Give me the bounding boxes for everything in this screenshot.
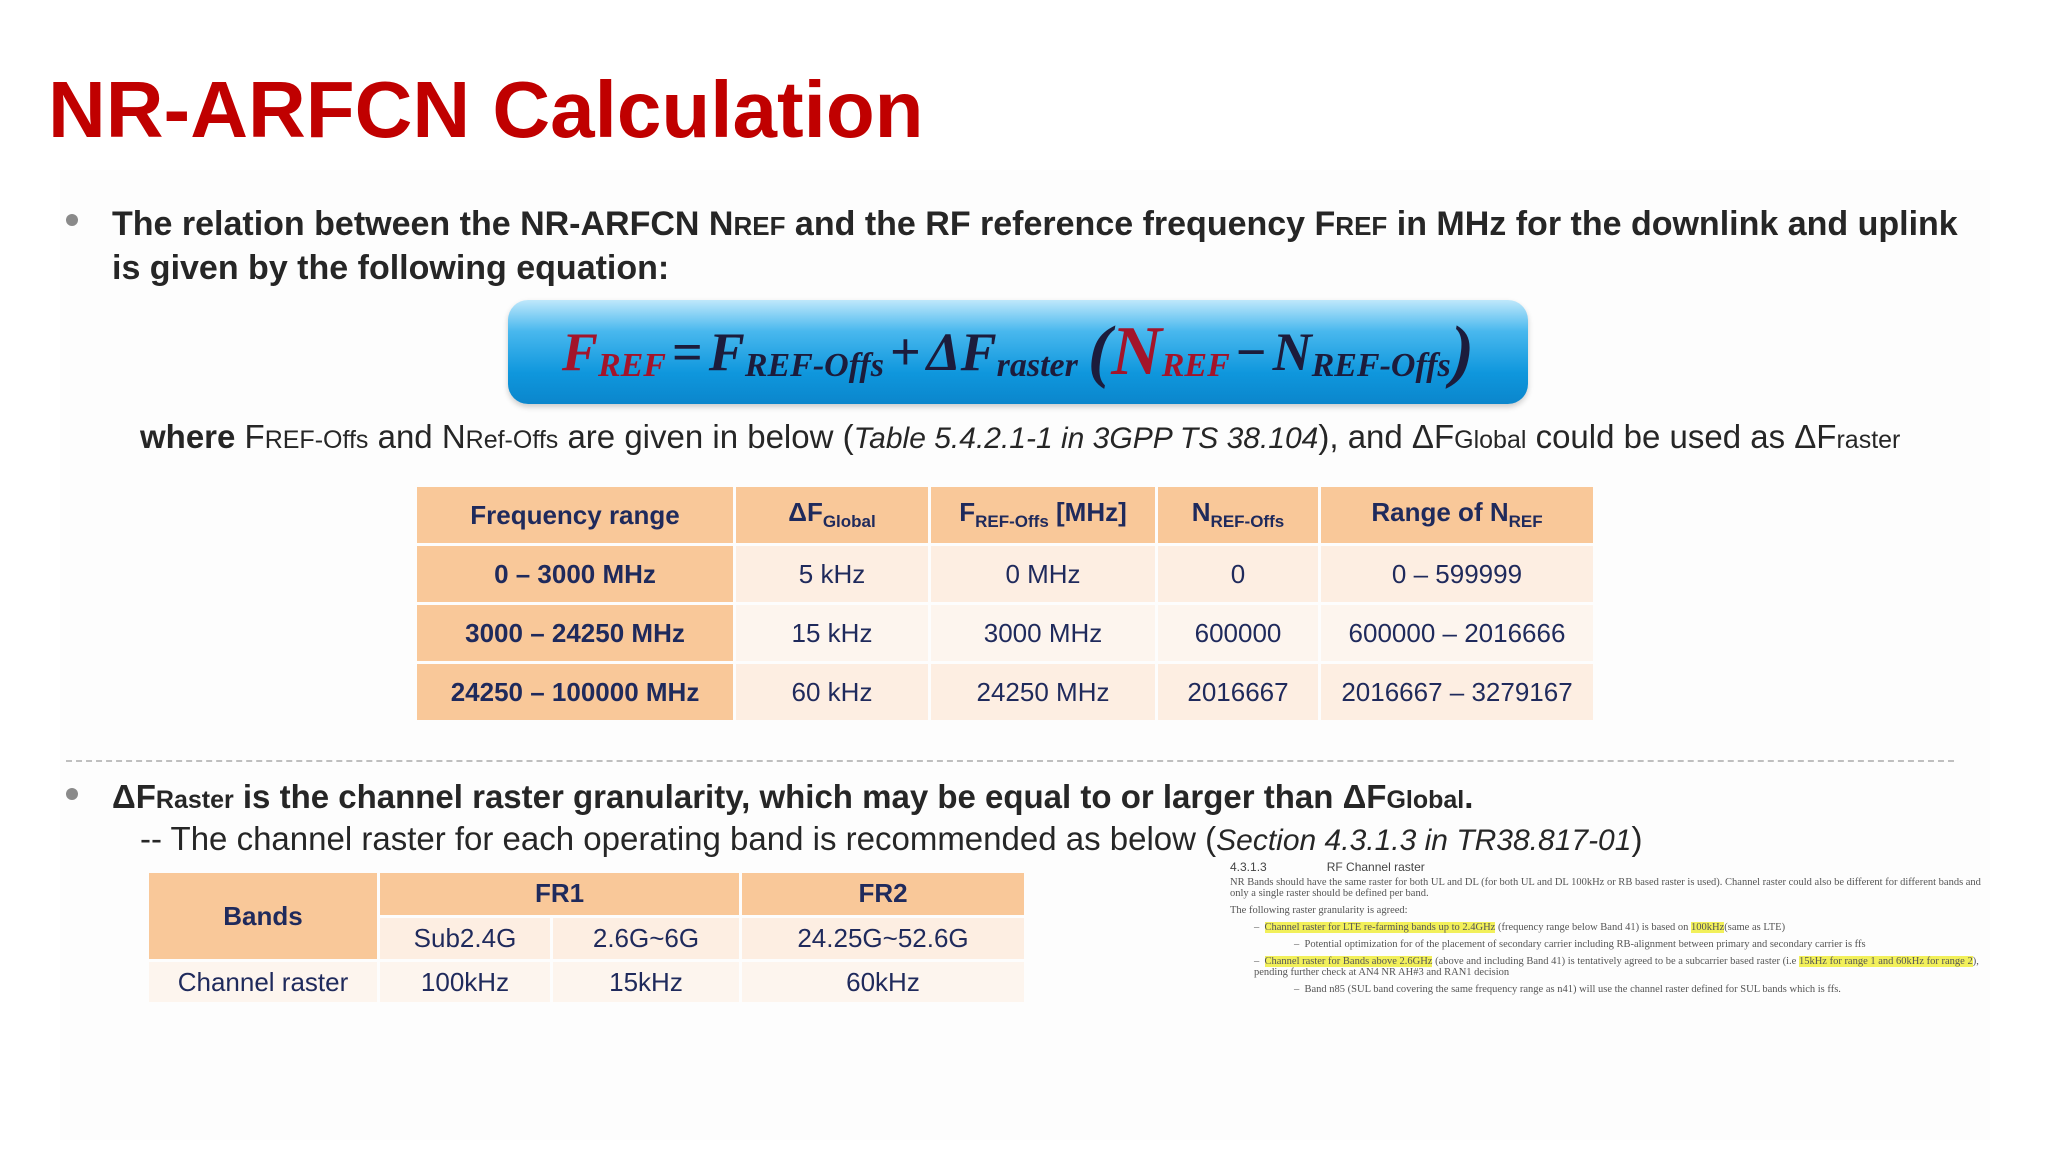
table-row bbox=[149, 962, 1024, 1002]
raster-granularity-text: ΔFRaster is the channel raster granularity, which may be equal to or larger than ΔFGlobal. bbox=[112, 778, 1474, 815]
formula-banner bbox=[508, 300, 1528, 404]
arfcn-parameter-table bbox=[414, 484, 1596, 723]
raster-recommendation-text: -- The channel raster for each operating band is recommended as below (Section 4.3.1.3 in TR38.817-01) bbox=[140, 820, 1643, 857]
cell-foffs: 0 MHz bbox=[931, 546, 1155, 602]
bullet-dot bbox=[66, 214, 78, 226]
spec-sub-item: – Band n85 (SUL band covering the same frequency range as n41) will use the channel raster defined for SUL bands which is ffs. bbox=[1294, 984, 1841, 995]
cell-global: 15 kHz bbox=[736, 605, 928, 661]
spec-paragraph: NR Bands should have the same raster for both UL and DL (for both UL and DL 100kHz or RB based raster is used). Channel raster could also be different for different bands and only a single raster should be defined per band. bbox=[1230, 877, 1981, 899]
bullet-dot bbox=[66, 788, 78, 800]
spec-list-item: – Channel raster for Bands above 2.6GHz (above and including Band 41) is tentatively agreed to be a subcarrier based raster (i.e 15kHz for range 1 and 60kHz for range 2), pending further check at AN4 NR AH#3 and RAN1 decision bbox=[1254, 956, 1979, 978]
header-bands: Bands bbox=[149, 873, 377, 959]
cell-raster-sub24: 100kHz bbox=[380, 962, 550, 1002]
subheader-26-6g: 2.6G~6G bbox=[553, 918, 739, 960]
section-divider bbox=[66, 760, 1954, 762]
row-label-channel-raster: Channel raster bbox=[149, 962, 377, 1002]
where-text: where FREF-Offs and NRef-Offs are given in below (Table 5.4.2.1-1 in 3GPP TS 38.104), and ΔFGlobal could be used as ΔFraster bbox=[140, 418, 1901, 455]
table-row bbox=[417, 546, 1593, 602]
cell-range: 0 – 3000 MHz bbox=[417, 546, 733, 602]
cell-noffs: 2016667 bbox=[1158, 664, 1318, 720]
spec-paragraph: The following raster granularity is agreed: bbox=[1230, 905, 1408, 916]
cell-range: 24250 – 100000 MHz bbox=[417, 664, 733, 720]
spec-sub-item: – Potential optimization for of the placement of secondary carrier including RB-alignment between primary and secondary carrier is ffs bbox=[1294, 939, 1866, 950]
cell-foffs: 3000 MHz bbox=[931, 605, 1155, 661]
cell-noffs: 0 bbox=[1158, 546, 1318, 602]
cell-nrange: 0 – 599999 bbox=[1321, 546, 1593, 602]
subheader-sub24: Sub2.4G bbox=[380, 918, 550, 960]
cell-raster-26-6g: 15kHz bbox=[553, 962, 739, 1002]
spec-list-item: – Channel raster for LTE re-farming bands up to 2.4GHz (frequency range below Band 41) is based on 100kHz(same as LTE) bbox=[1254, 922, 1786, 933]
cell-nrange: 2016667 – 3279167 bbox=[1321, 664, 1593, 720]
spec-heading: 4.3.1.3 RF Channel raster bbox=[1230, 860, 1425, 874]
table-row bbox=[417, 664, 1593, 720]
cell-noffs: 600000 bbox=[1158, 605, 1318, 661]
cell-foffs: 24250 MHz bbox=[931, 664, 1155, 720]
equation-intro-text: The relation between the NR-ARFCN NREF and the RF reference frequency FREF in MHz for the downlink and uplink is given by the following equation: bbox=[112, 205, 1958, 287]
header-range-n-ref: Range of $N_{REF}$ bbox=[1321, 487, 1593, 543]
header-delta-f-global: $\Delta F_{Global}$ bbox=[736, 487, 928, 543]
table-row bbox=[417, 605, 1593, 661]
cell-range: 3000 – 24250 MHz bbox=[417, 605, 733, 661]
page-title: NR-ARFCN Calculation bbox=[48, 65, 924, 154]
spec-excerpt bbox=[1230, 862, 1990, 1001]
header-fr2: FR2 bbox=[742, 873, 1024, 915]
subheader-fr2-range: 24.25G~52.6G bbox=[742, 918, 1024, 960]
header-n-ref-offs: $N_{REF-Offs}$ bbox=[1158, 487, 1318, 543]
nr-arfcn-formula: F REF = F REF-Offs + ΔF raster ( N REF − N REF-Offs ) bbox=[561, 313, 1475, 390]
header-f-ref-offs: $F_{REF-Offs}$ [MHz] bbox=[931, 487, 1155, 543]
cell-global: 60 kHz bbox=[736, 664, 928, 720]
cell-raster-fr2: 60kHz bbox=[742, 962, 1024, 1002]
cell-global: 5 kHz bbox=[736, 546, 928, 602]
channel-raster-table bbox=[146, 870, 1027, 1005]
header-fr1: FR1 bbox=[380, 873, 739, 915]
table-header-row bbox=[417, 487, 1593, 543]
header-frequency-range: Frequency range bbox=[417, 487, 733, 543]
cell-nrange: 600000 – 2016666 bbox=[1321, 605, 1593, 661]
